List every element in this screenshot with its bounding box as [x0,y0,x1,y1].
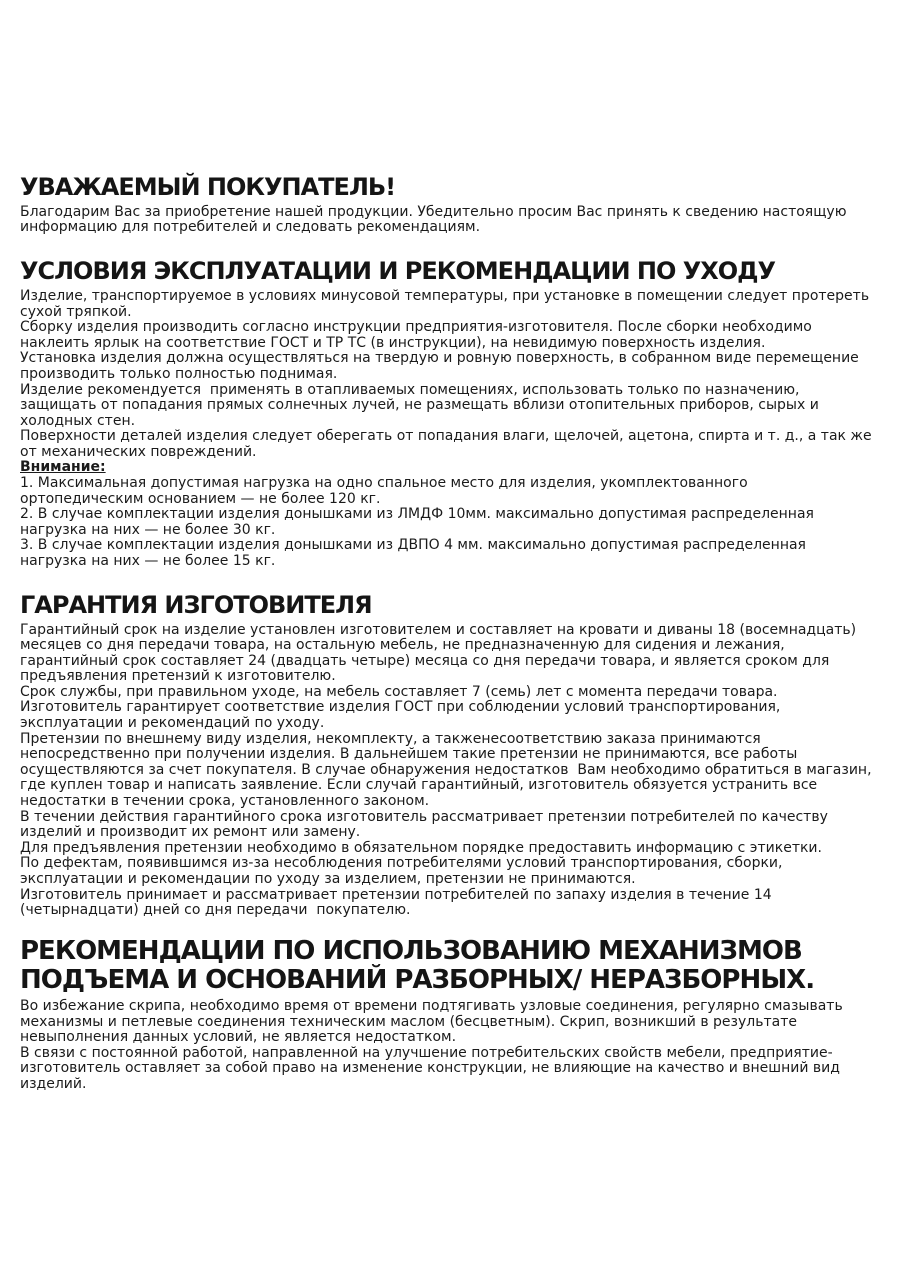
warranty-paragraph: Гарантийный срок на изделие установлен изготовителем и составляет на кровати и диваны 18 (восемнадцать) месяцев со дня передачи товара, на остальную мебель, не предназначенную для сидения и лежания, гарантийный срок составляет 24 (двадцать четыре) месяца со дня передачи товара, и является сроком для предъявления претензий к изготовителю. [20,621,861,685]
warranty-paragraph: Для предъявления претензии необходимо в обязательном порядке предоставить информацию с этикетки. [20,839,822,856]
greeting-heading: УВАЖАЕМЫЙ ПОКУПАТЕЛЬ! [20,173,396,201]
section-mechanisms-recommendations [20,937,874,1093]
attention-item: 2. В случае комплектации изделия донышками из ЛМДФ 10мм. максимально допустимая распределенная нагрузка на них — не более 30 кг. [20,506,819,538]
warranty-paragraph: Срок службы, при правильном уходе, на мебель составляет 7 (семь) лет с момента передачи товара. [20,683,778,700]
usage-paragraph: Изделие рекомендуется применять в отапливаемых помещениях, использовать только по назначению, защищать от попадания прямых солнечных лучей, не размещать вблизи отопительных приборов, сырых и холодных стен. [20,381,824,429]
attention-label: Внимание: [20,459,106,476]
warranty-heading: ГАРАНТИЯ ИЗГОТОВИТЕЛЯ [20,590,372,619]
greeting-paragraph: Благодарим Вас за приобретение нашей продукции. Убедительно просим Вас принять к сведению настоящую информацию для потребителей и следовать рекомендациям. [20,203,851,236]
usage-paragraph: Поверхности деталей изделия следует оберегать от попадания влаги, щелочей, ацетона, спирта и т. д., а так же от механических повреждений. [20,428,877,460]
mechanisms-paragraph: Во избежание скрипа, необходимо время от времени подтягивать узловые соединения, регулярно смазывать механизмы и петлевые соединения техническим маслом (бесцветным). Скрип, возникший в результате невыполнения данных условий, не является недостатком. [20,998,848,1046]
mechanisms-paragraph: В связи с постоянной работой, направленной на улучшение потребительских свойств мебели, предприятие-изготовитель оставляет за собой право на изменение конструкции, не влияющие на качество и внешний вид изделий. [20,1044,845,1092]
usage-paragraph: Установка изделия должна осуществляться на твердую и ровную поверхность, в собранном виде перемещение производить только полностью поднимая. [20,350,864,382]
warranty-paragraph: В течении действия гарантийного срока изготовитель рассматривает претензии потребителей по качеству изделий и производит их ремонт или замену. [20,808,833,841]
section-usage-conditions [20,257,877,570]
usage-paragraph: Изделие, транспортируемое в условиях минусовой температуры, при установке в помещении следует протереть сухой тряпкой. [20,287,874,320]
warranty-paragraph: Изготовитель гарантирует соответствие изделия ГОСТ при соблюдении условий транспортирования, эксплуатации и рекомендаций по уходу. [20,699,785,732]
usage-heading: УСЛОВИЯ ЭКСПЛУАТАЦИИ И РЕКОМЕНДАЦИИ ПО УХОДУ [20,257,776,286]
attention-item: 1. Максимальная допустимая нагрузка на одно спальное место для изделия, укомплектованного ортопедическим основанием — не более 120 кг. [20,475,753,507]
warranty-paragraph: Изготовитель принимает и рассматривает претензии потребителей по запаху изделия в течение 14 (четырнадцати) дней со дня передачи покупателю. [20,886,777,919]
usage-paragraph: Сборку изделия производить согласно инструкции предприятия-изготовителя. После сборки необходимо наклеить ярлык на соответствие ГОСТ и ТР ТС (в инструкции), на невидимую поверхность изделия. [20,319,817,351]
warranty-paragraph: Претензии по внешнему виду изделия, некомплекту, а такженесоответствию заказа принимаются непосредственно при получении изделия. В дальнейшем такие претензии не принимаются, все работы осуществляются за счет покупателя. В случае обнаружения недостатков Вам необходимо обратиться в магазин, где куплен товар и написать заявление. Если случай гарантийный, изготовитель обязуется устранить все недостатки в течении срока, установленного законом. [20,730,876,810]
mechanisms-heading: РЕКОМЕНДАЦИИ ПО ИСПОЛЬЗОВАНИЮ МЕХАНИЗМОВ ПОДЪЕМА И ОСНОВАНИЙ РАЗБОРНЫХ/ НЕРАЗБОРНЫХ. [20,935,815,995]
section-greeting [20,174,874,236]
warranty-paragraph: По дефектам, появившимся из-за несоблюдения потребителями условий транспортирования, сборки, эксплуатации и рекомендации по уходу за изделием, претензии не принимаются. [20,855,787,887]
section-warranty [20,592,874,919]
attention-item: 3. В случае комплектации изделия донышками из ДВПО 4 мм. максимально допустимая распределенная нагрузка на них — не более 15 кг. [20,537,811,570]
